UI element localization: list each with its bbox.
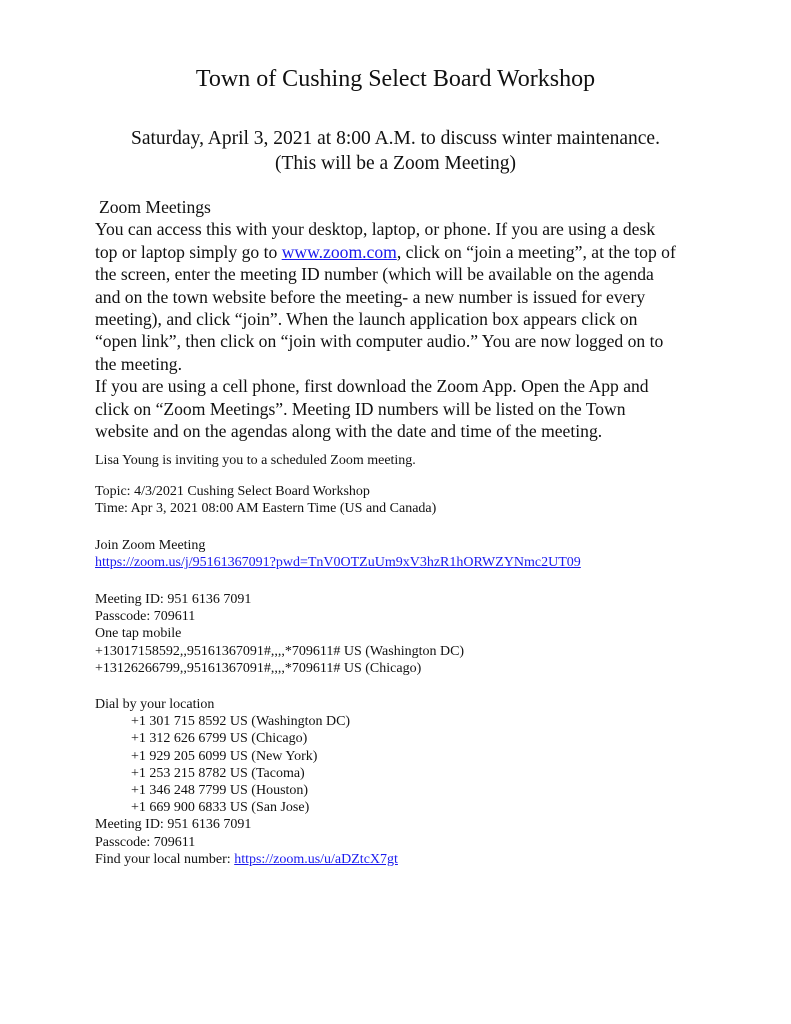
instructions-line: “open link”, then click on “join with computer audio.” You are now logged on to — [95, 331, 664, 352]
meeting-date: Saturday, April 3, 2021 at 8:00 A.M. to discuss winter maintenance. — [131, 128, 660, 149]
join-block — [95, 537, 581, 571]
instructions-line: the meeting. — [95, 353, 182, 374]
zoom-instructions — [95, 196, 735, 442]
meeting-topic-block — [95, 483, 436, 517]
meeting-time: Time: Apr 3, 2021 08:00 AM Eastern Time (US and Canada) — [95, 501, 437, 517]
meeting-topic: Topic: 4/3/2021 Cushing Select Board Workshop — [95, 484, 370, 499]
meeting-details — [95, 591, 464, 677]
page-title: Town of Cushing Select Board Workshop — [195, 66, 596, 92]
passcode: Passcode: 709611 — [95, 834, 196, 850]
instructions-line: You can access this with your desktop, laptop, or phone. If you are using a desk — [95, 219, 656, 240]
dial-number: +1 301 715 8592 US (Washington DC) — [131, 714, 351, 730]
meeting-subtitle — [0, 126, 791, 176]
meeting-format: (This will be a Zoom Meeting) — [275, 153, 516, 174]
zoom-website-link[interactable]: www.zoom.com — [281, 241, 397, 262]
find-local-number — [95, 851, 398, 868]
dial-number: +1 346 248 7799 US (Houston) — [131, 783, 309, 799]
one-tap-number: +13017158592,,95161367091#,,,,*709611# US (Washington DC) — [95, 643, 465, 659]
text: , click on “join a meeting”, at the top of — [396, 241, 676, 262]
one-tap-number: +13126266799,,95161367091#,,,,*709611# US (Chicago) — [95, 660, 422, 676]
dial-label: Dial by your location — [95, 697, 215, 712]
instructions-line: click on “Zoom Meetings”. Meeting ID numbers will be listed on the Town — [95, 398, 626, 419]
instructions-line: meeting), and click “join”. When the launch application box appears click on — [95, 309, 638, 330]
dial-number: +1 929 205 6099 US (New York) — [131, 748, 318, 764]
instructions-line: and on the town website before the meeting- a new number is issued for every — [95, 286, 646, 307]
one-tap-label: One tap mobile — [95, 626, 182, 642]
dial-number: +1 312 626 6799 US (Chicago) — [131, 731, 308, 747]
passcode: Passcode: 709611 — [95, 609, 196, 625]
dial-block — [95, 696, 398, 868]
instructions-line — [95, 241, 735, 263]
instructions-line: If you are using a cell phone, first download the Zoom App. Open the App and — [95, 376, 649, 397]
join-label: Join Zoom Meeting — [95, 538, 206, 553]
invite-intro: Lisa Young is inviting you to a scheduled Zoom meeting. — [95, 453, 416, 468]
meeting-id: Meeting ID: 951 6136 7091 — [95, 817, 252, 833]
text: top or laptop simply go to — [95, 241, 282, 262]
instructions-line: the screen, enter the meeting ID number (which will be available on the agenda — [95, 264, 654, 285]
instructions-heading: Zoom Meetings — [99, 197, 211, 217]
find-local-number-link[interactable]: https://zoom.us/u/aDZtcX7gt — [234, 851, 398, 867]
instructions-line: website and on the agendas along with the date and time of the meeting. — [95, 421, 603, 442]
find-label: Find your local number: — [95, 851, 235, 867]
meeting-id: Meeting ID: 951 6136 7091 — [95, 592, 252, 607]
dial-number: +1 669 900 6833 US (San Jose) — [131, 800, 310, 816]
join-meeting-link[interactable]: https://zoom.us/j/95161367091?pwd=TnV0OTZuUm9xV3hzR1hORWZYNmc2UT09 — [95, 555, 581, 571]
dial-number: +1 253 215 8782 US (Tacoma) — [131, 765, 305, 781]
